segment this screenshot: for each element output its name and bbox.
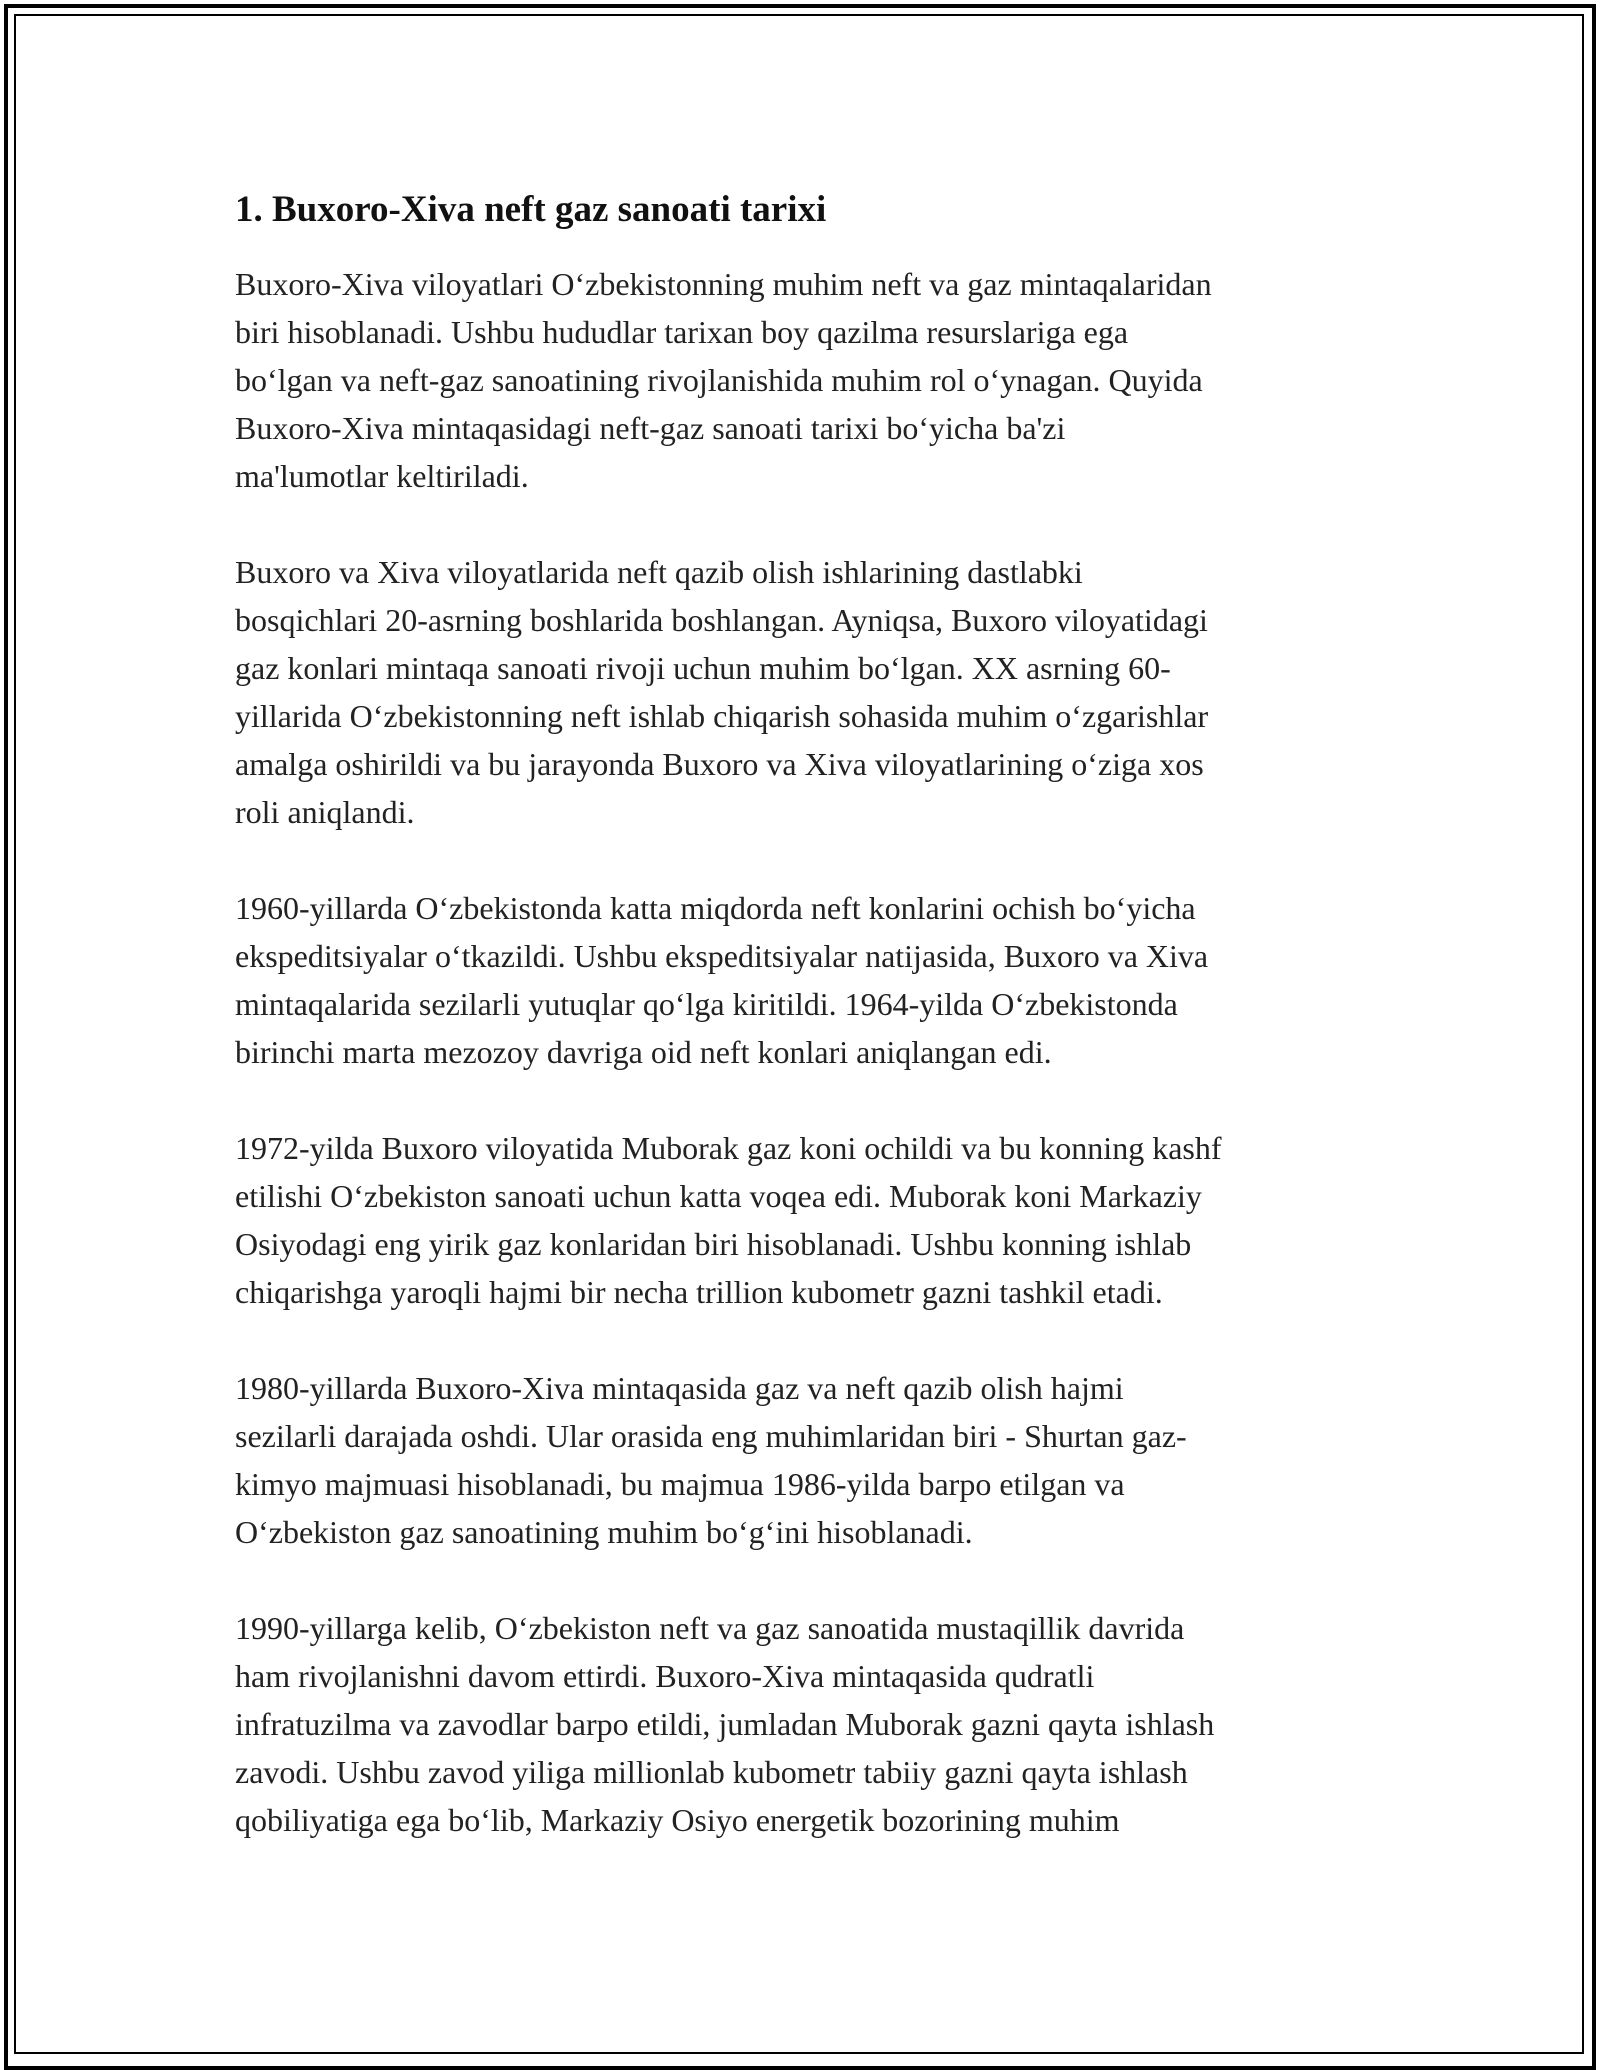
text-line: 1990-yillarga kelib, O‘zbekiston neft va gaz sanoatida mustaqillik davrida (235, 1610, 1185, 1646)
paragraph-1 (235, 260, 1375, 500)
text-line: bosqichlari 20-asrning boshlarida boshlangan. Ayniqsa, Buxoro viloyatidagi (235, 602, 1208, 638)
text-line: amalga oshirildi va bu jarayonda Buxoro va Xiva viloyatlarining o‘ziga xos (235, 746, 1204, 782)
text-line: gaz konlari mintaqa sanoati rivoji uchun muhim bo‘lgan. XX asrning 60- (235, 650, 1171, 686)
text-line: yillarida O‘zbekistonning neft ishlab chiqarish sohasida muhim o‘zgarishlar (235, 698, 1209, 734)
text-line: Buxoro va Xiva viloyatlarida neft qazib olish ishlarining dastlabki (235, 554, 1083, 590)
text-line: 1960-yillarda O‘zbekistonda katta miqdorda neft konlarini ochish bo‘yicha (235, 890, 1196, 926)
document-body (235, 188, 1375, 1892)
text-line: kimyo majmuasi hisoblanadi, bu majmua 1986-yilda barpo etilgan va (235, 1466, 1125, 1502)
text-line: infratuzilma va zavodlar barpo etildi, jumladan Muborak gazni qayta ishlash (235, 1706, 1215, 1742)
text-line: zavodi. Ushbu zavod yiliga millionlab kubometr tabiiy gazni qayta ishlash (235, 1754, 1188, 1790)
text-line: birinchi marta mezozoy davriga oid neft konlari aniqlangan edi. (235, 1034, 1052, 1070)
paragraph-6 (235, 1604, 1375, 1844)
text-line: bo‘lgan va neft-gaz sanoatining rivojlanishida muhim rol o‘ynagan. Quyida (235, 362, 1203, 398)
text-line: Buxoro-Xiva mintaqasidagi neft-gaz sanoati tarixi bo‘yicha ba'zi (235, 410, 1066, 446)
text-line: ham rivojlanishni davom ettirdi. Buxoro-Xiva mintaqasida qudratli (235, 1658, 1095, 1694)
text-line: Osiyodagi eng yirik gaz konlaridan biri hisoblanadi. Ushbu konning ishlab (235, 1226, 1192, 1262)
text-line: qobiliyatiga ega bo‘lib, Markaziy Osiyo energetik bozorining muhim (235, 1802, 1120, 1838)
text-line: ekspeditsiyalar o‘tkazildi. Ushbu ekspeditsiyalar natijasida, Buxoro va Xiva (235, 938, 1209, 974)
text-line: 1980-yillarda Buxoro-Xiva mintaqasida gaz va neft qazib olish hajmi (235, 1370, 1124, 1406)
text-line: roli aniqlandi. (235, 794, 415, 830)
text-line: O‘zbekiston gaz sanoatining muhim bo‘g‘ini hisoblanadi. (235, 1514, 973, 1550)
text-line: biri hisoblanadi. Ushbu hududlar tarixan boy qazilma resurslariga ega (235, 314, 1129, 350)
document-title: 1. Buxoro-Xiva neft gaz sanoati tarixi (235, 189, 827, 230)
paragraph-3 (235, 884, 1375, 1076)
text-line: etilishi O‘zbekiston sanoati uchun katta voqea edi. Muborak koni Markaziy (235, 1178, 1202, 1214)
text-line: sezilarli darajada oshdi. Ular orasida eng muhimlaridan biri - Shurtan gaz- (235, 1418, 1187, 1454)
paragraph-4 (235, 1124, 1375, 1316)
text-line: chiqarishga yaroqli hajmi bir necha trillion kubometr gazni tashkil etadi. (235, 1274, 1163, 1310)
text-line: Buxoro-Xiva viloyatlari O‘zbekistonning muhim neft va gaz mintaqalaridan (235, 266, 1212, 302)
text-line: mintaqalarida sezilarli yutuqlar qo‘lga kiritildi. 1964-yilda O‘zbekistonda (235, 986, 1178, 1022)
paragraph-2 (235, 548, 1375, 836)
text-line: ma'lumotlar keltiriladi. (235, 458, 529, 494)
paragraph-5 (235, 1364, 1375, 1556)
text-line: 1972-yilda Buxoro viloyatida Muborak gaz koni ochildi va bu konning kashf (235, 1130, 1222, 1166)
